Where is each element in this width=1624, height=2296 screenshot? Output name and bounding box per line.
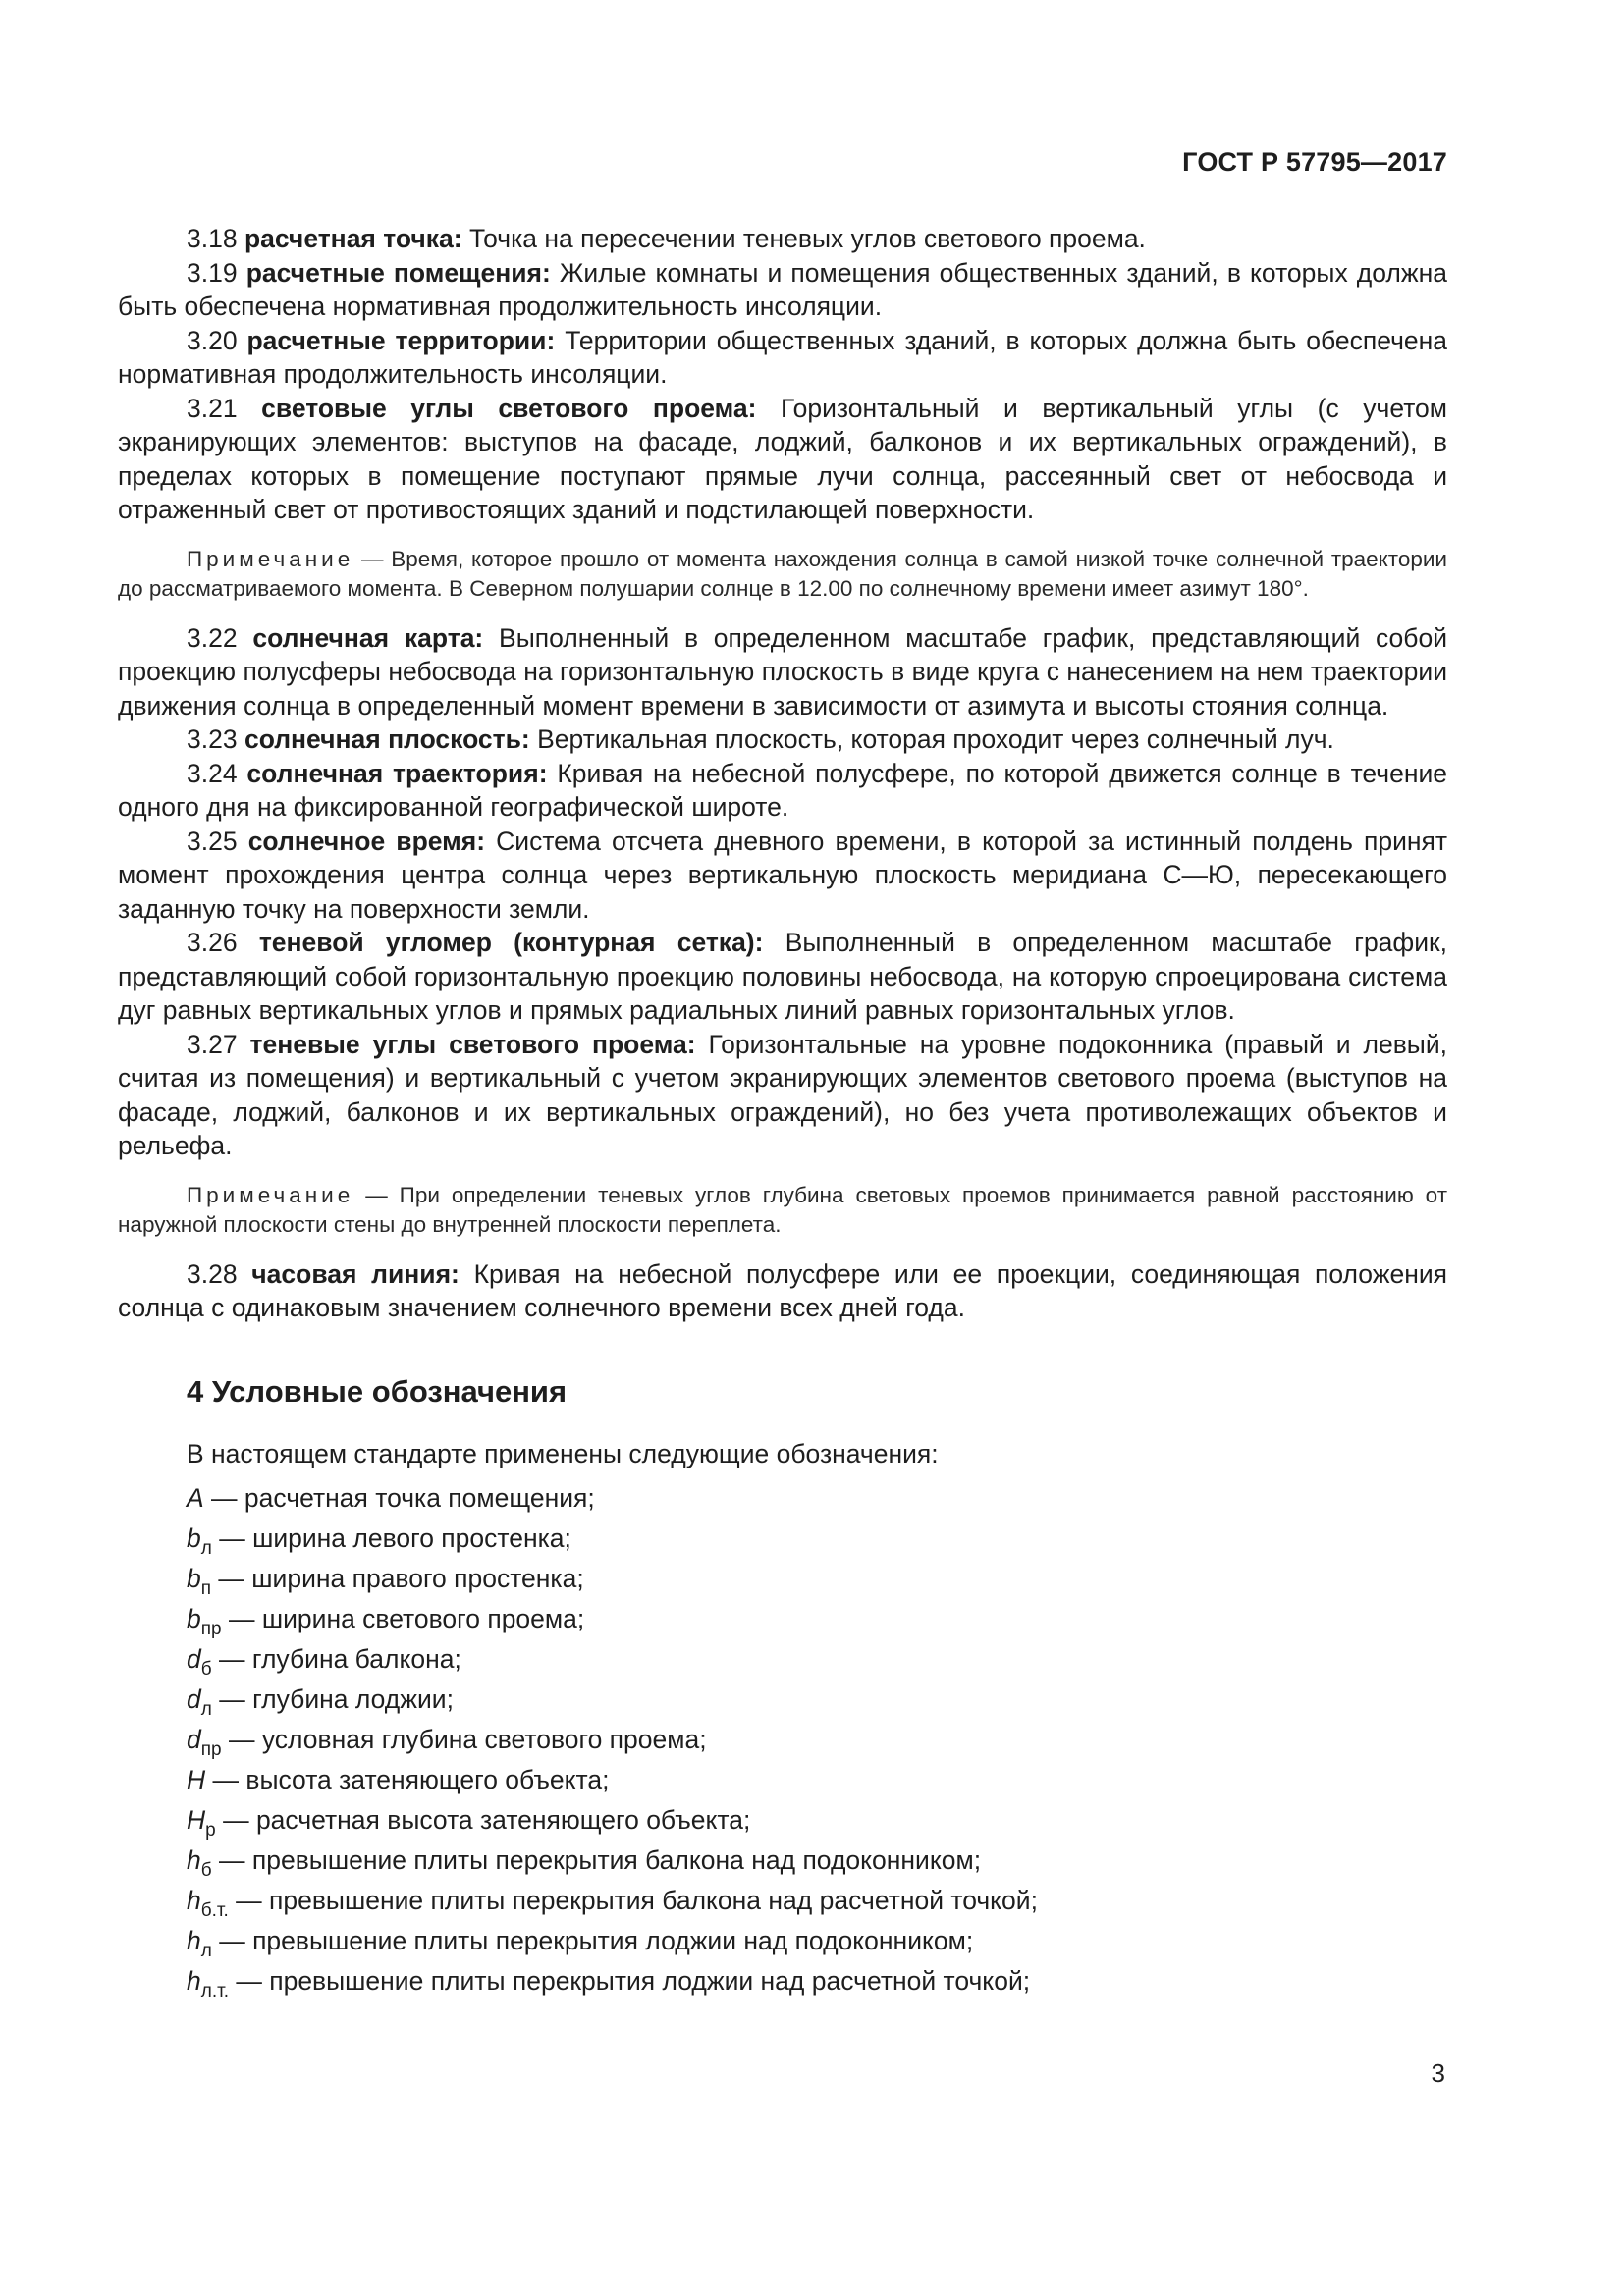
symbol-letter: d (187, 1644, 201, 1674)
symbol-item (187, 1841, 1447, 1881)
symbol-description: — превышение плиты перекрытия лоджии над подоконником; (211, 1926, 974, 1955)
definition-term: расчетные помещения: (245, 257, 551, 288)
definition-paragraph (118, 324, 1447, 392)
definition-number: 3.18 (187, 224, 238, 253)
definition-paragraph (118, 621, 1447, 723)
definition-paragraph (118, 825, 1447, 927)
definition-text: Выполненный в определенном масштабе график, представляющий собой проекцию полусферы небосвода на горизонтальную плоскость в виде круга с нанесением на нем траектории движения солнца в определенный момент времени в зависимости от азимута и высоты стояния солнца. (118, 622, 1447, 721)
page-content (118, 222, 1447, 2002)
definition-number: 3.19 (187, 257, 238, 288)
symbol-letter: H (187, 1805, 206, 1835)
definition-paragraph (118, 1257, 1447, 1325)
symbol-description: — ширина светового проема; (221, 1604, 585, 1633)
symbol-subscript: б (200, 1860, 212, 1881)
symbol-letter: b (187, 1523, 201, 1553)
symbol-item (187, 1478, 1447, 1519)
definition-number: 3.25 (187, 826, 238, 856)
definition-text: Кривая на небесной полусфере или ее проекции, соединяющая положения солнца с одинаковым значением солнечного времени всех дней года. (118, 1258, 1447, 1322)
definition-text: Точка на пересечении теневых углов светового проема. (469, 224, 1146, 253)
symbol-subscript: р (205, 1820, 216, 1841)
symbol-subscript: п (200, 1578, 212, 1599)
definition-paragraph (118, 222, 1447, 256)
definition-number: 3.27 (187, 1029, 238, 1059)
definition-number: 3.20 (187, 325, 238, 355)
symbol-subscript: л (200, 1941, 212, 1961)
note-text: — Время, которое прошло от момента нахождения солнца в самой низкой точке солнечной траектории до рассматриваемого момента. В Северном полушарии солнце в 12.00 по солнечному времени имеет азимут 180°. (118, 546, 1447, 601)
definition-paragraph (118, 392, 1447, 527)
symbol-list (118, 1478, 1447, 2002)
definition-paragraph (118, 256, 1447, 324)
symbol-item (187, 1519, 1447, 1559)
symbol-subscript: л (200, 1538, 212, 1559)
symbol-item (187, 1720, 1447, 1760)
definition-term: теневой угломер (контурная сетка): (258, 928, 764, 957)
definitions-group-b (118, 621, 1447, 1163)
section-heading: 4 Условные обозначения (187, 1373, 568, 1409)
definition-number: 3.26 (187, 928, 238, 957)
symbol-description: — высота затеняющего объекта; (205, 1765, 610, 1794)
note-label: Примечание (187, 546, 354, 571)
symbol-letter: A (187, 1483, 204, 1513)
symbol-item (187, 1921, 1447, 1961)
symbol-description: — ширина левого простенка; (211, 1523, 571, 1553)
definition-term: расчетные территории: (246, 325, 556, 355)
definition-term: солнечное время: (247, 826, 486, 856)
definition-number: 3.28 (187, 1258, 238, 1289)
definition-text: Горизонтальный и вертикальный углы (с учетом экранирующих элементов: выступов на фасаде, лоджий, балконов и их вертикальных ограждений), в пределах которых в помещение поступают прямые лучи солнца, рассеянный свет от небосвода и отраженный свет от противостоящих зданий и подстилающей поверхности. (118, 393, 1448, 524)
symbol-description: — расчетная высота затеняющего объекта; (215, 1805, 751, 1835)
symbol-subscript: л (200, 1699, 212, 1720)
definition-text: Горизонтальные на уровне подоконника (правый и левый, считая из помещения) и вертикальный с учетом экранирующих элементов светового проема (выступов на фасаде, лоджий, балконов и их вертикальных ограждений), но без учета противолежащих объектов и рельефа. (118, 1029, 1447, 1160)
definition-paragraph (118, 757, 1447, 825)
symbol-description: — условная глубина светового проема; (221, 1725, 707, 1754)
definition-number: 3.21 (187, 393, 238, 423)
note-text: — При определении теневых углов глубина световых проемов принимается равной расстоянию от наружной плоскости стены до внутренней плоскости переплета. (118, 1182, 1447, 1237)
symbol-letter: h (187, 1845, 201, 1875)
symbol-description: — расчетная точка помещения; (203, 1483, 595, 1513)
symbol-item (187, 1599, 1447, 1639)
definition-text: Выполненный в определенном масштабе график, представляющий собой горизонтальную проекцию половины небосвода, на которую спроецирована система дуг равных вертикальных углов и прямых радиальных линий равных горизонтальных углов. (118, 928, 1447, 1025)
symbol-description: — превышение плиты перекрытия лоджии над расчетной точкой; (229, 1966, 1031, 1996)
symbol-letter: H (187, 1765, 206, 1794)
definition-number: 3.22 (187, 622, 238, 653)
definition-term: теневые углы светового проема: (249, 1029, 696, 1059)
section-intro: В настоящем стандарте применены следующие обозначения: (187, 1438, 939, 1468)
symbol-item (187, 1680, 1447, 1720)
note-label: Примечание (187, 1182, 354, 1207)
definition-paragraph (118, 926, 1447, 1028)
symbol-letter: h (187, 1886, 201, 1915)
symbol-item (187, 1881, 1447, 1921)
definition-text: Территории общественных зданий, в которых должна быть обеспечена нормативная продолжительность инсоляции. (118, 325, 1447, 389)
symbol-item (187, 1760, 1447, 1800)
page-number: 3 (1431, 2058, 1445, 2088)
definitions-group-c (118, 1257, 1447, 1325)
definition-term: солнечная траектория: (246, 758, 548, 788)
symbol-letter: d (187, 1725, 201, 1754)
definition-term: солнечная плоскость: (244, 724, 530, 754)
symbol-description: — ширина правого простенка; (211, 1564, 584, 1593)
symbol-letter: d (187, 1684, 201, 1714)
definition-number: 3.23 (187, 724, 238, 754)
definition-number: 3.24 (187, 758, 238, 788)
document-code-header: ГОСТ Р 57795—2017 (1182, 147, 1447, 177)
definition-text: Вертикальная плоскость, которая проходит через солнечный луч. (537, 724, 1334, 754)
symbol-description: — глубина балкона; (211, 1644, 461, 1674)
symbol-item (187, 1800, 1447, 1841)
definition-term: расчетная точка: (244, 224, 462, 253)
symbol-description: — превышение плиты перекрытия балкона над расчетной точкой; (228, 1886, 1038, 1915)
definition-term: световые углы светового проема: (261, 393, 757, 423)
definitions-group-a (118, 222, 1447, 527)
definition-text: Кривая на небесной полусфере, по которой движется солнце в течение одного дня на фиксированной географической широте. (118, 758, 1447, 822)
symbol-letter: h (187, 1966, 201, 1996)
symbol-item (187, 1961, 1447, 2002)
symbol-subscript: б.т. (200, 1900, 229, 1921)
definition-term: часовая линия: (251, 1258, 460, 1289)
symbol-subscript: пр (200, 1619, 222, 1639)
symbol-description: — превышение плиты перекрытия балкона над подоконником; (211, 1845, 982, 1875)
symbol-subscript: л.т. (200, 1981, 229, 2002)
definition-text: Система отсчета дневного времени, в которой за истинный полдень принят момент прохождения центра солнца через вертикальную плоскость меридиана С—Ю, пересекающего заданную точку на поверхности земли. (118, 826, 1447, 924)
definition-term: солнечная карта: (252, 622, 484, 653)
symbol-item (187, 1639, 1447, 1680)
note-paragraph (118, 545, 1447, 604)
symbol-letter: h (187, 1926, 201, 1955)
symbol-letter: b (187, 1604, 201, 1633)
definition-text: Жилые комнаты и помещения общественных зданий, в которых должна быть обеспечена нормативная продолжительность инсоляции. (118, 257, 1447, 321)
symbol-subscript: пр (200, 1739, 222, 1760)
definition-paragraph (118, 1028, 1447, 1163)
symbol-item (187, 1559, 1447, 1599)
symbol-subscript: б (200, 1659, 212, 1680)
symbol-letter: b (187, 1564, 201, 1593)
note-paragraph (118, 1181, 1447, 1240)
symbol-description: — глубина лоджии; (211, 1684, 454, 1714)
definition-paragraph (118, 722, 1447, 757)
